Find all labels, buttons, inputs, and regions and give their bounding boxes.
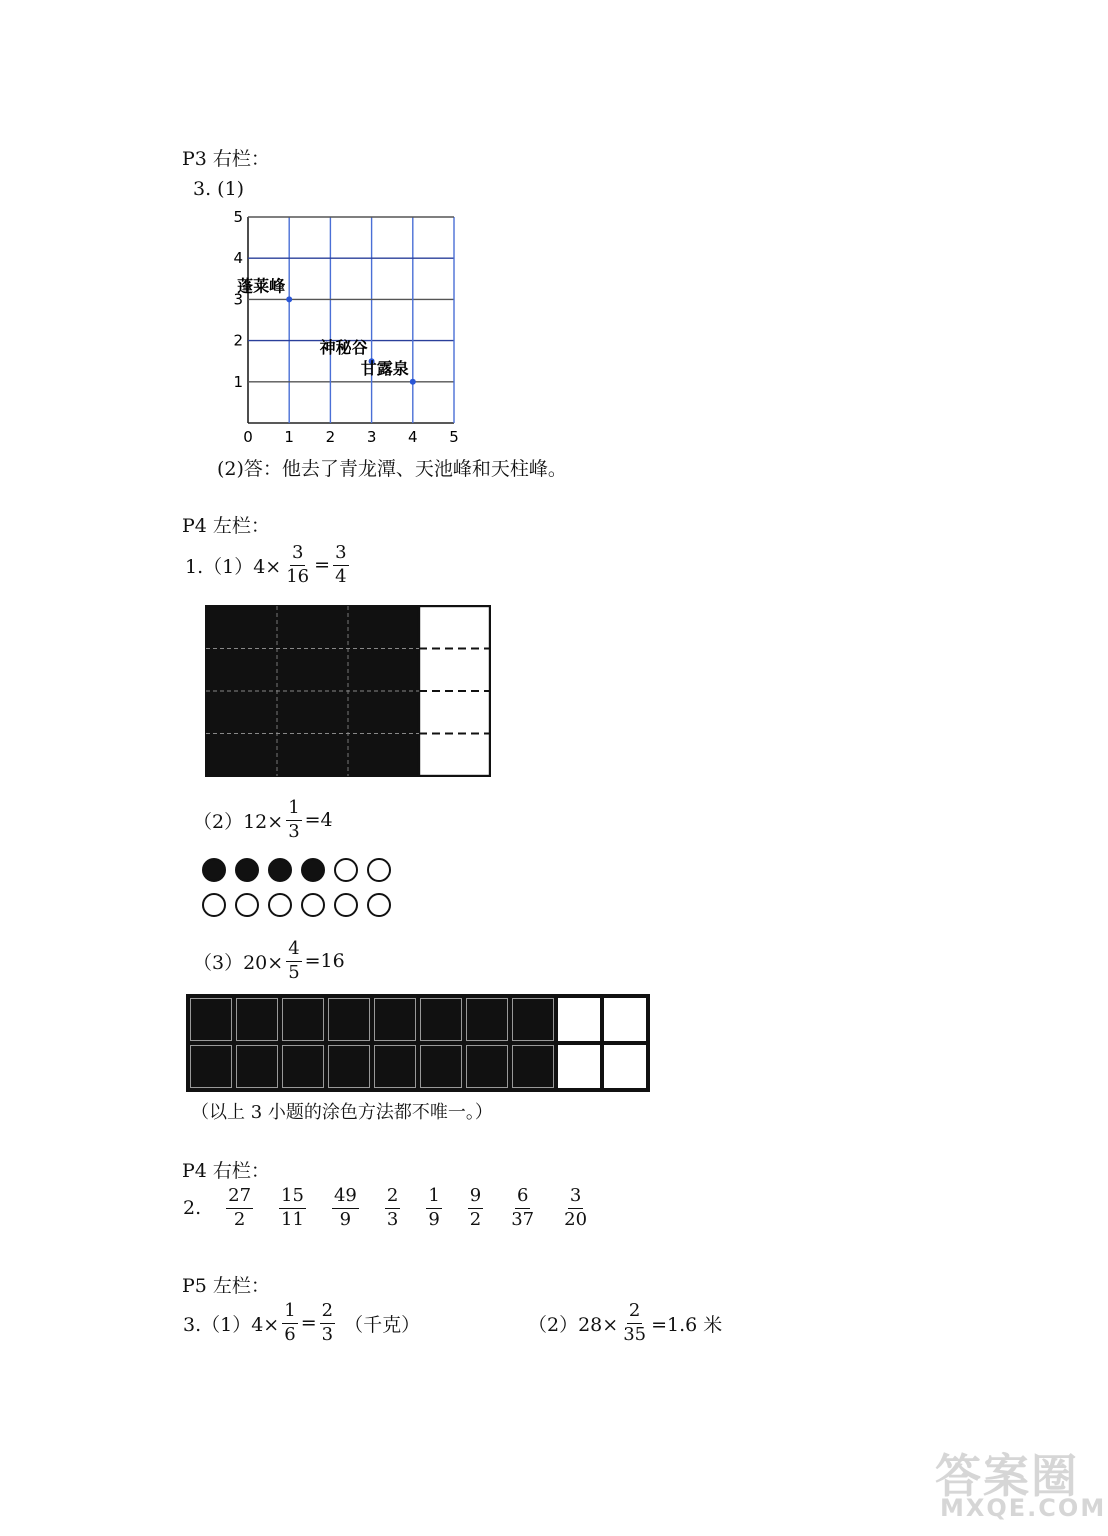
filled-cell [282,998,324,1041]
p5-q3b-prefix: （2）28× [528,1313,619,1336]
answer-fraction-denominator: 20 [564,1208,588,1230]
p4-q2-label: 2. [183,1197,202,1220]
axis-x-tick-label: 2 [325,428,336,445]
filled-cell [190,1045,232,1088]
p4-left-header: P4 左栏： [182,515,270,537]
axis-x-tick-label: 0 [243,428,253,445]
q2-numerator: 1 [286,799,301,821]
filled-cell [374,998,416,1041]
q1-shaded-rectangle [205,605,491,777]
answer-fraction-numerator: 49 [332,1187,359,1209]
filled-cell [236,998,278,1041]
empty-cell [558,998,600,1041]
axis-y-tick-label: 2 [233,331,243,350]
axis-x-tick-label: 3 [366,428,377,445]
p5-q3a-f1-denominator: 6 [284,1323,296,1345]
filled-circle [301,858,325,882]
p4-q2-equation [193,799,333,842]
filled-cell [420,1045,462,1088]
p5-q3b-denominator: 35 [623,1323,647,1345]
q2-circles [202,858,402,928]
coordinate-grid [228,205,468,445]
filled-cell [328,1045,370,1088]
grid-point-label: 神秘谷 [319,338,368,358]
p3-answer-2: (2)答：他去了青龙潭、天池峰和天柱峰。 [217,458,567,480]
grid-point [410,379,416,385]
answer-fraction-denominator: 2 [469,1208,482,1230]
filled-cell [374,1045,416,1088]
q1-prefix: 1.（1）4× [185,555,282,578]
filled-circle [235,858,259,882]
filled-cell [328,998,370,1041]
empty-cell [604,1045,646,1088]
q3-cell-grid [186,994,650,1092]
answer-fraction [426,1187,441,1230]
q3-prefix: （3）20× [193,951,284,974]
axis-x-tick-label: 4 [408,428,418,445]
filled-cell [512,998,554,1041]
p5-q3b-fraction [621,1302,648,1345]
axis-y-tick-label: 1 [233,372,243,391]
axis-x-tick-label: 5 [449,428,459,445]
answer-fraction [385,1187,400,1230]
p4-note: （以上 3 小题的涂色方法都不唯一。） [191,1102,493,1123]
axis-x-tick-label: 1 [284,428,294,445]
empty-circle [202,893,226,917]
p5-q3a-unit: （千克） [344,1313,421,1336]
grid-point-label: 蓬莱峰 [237,276,286,296]
q3-fraction [286,940,301,983]
answer-fraction-denominator: 11 [281,1208,304,1230]
p5-q3a-f2-numerator: 2 [320,1302,335,1324]
answer-fraction-numerator: 27 [226,1187,253,1209]
q1-f1-denominator: 16 [286,565,310,587]
empty-circle [367,893,391,917]
answer-fraction [562,1187,589,1230]
q2-prefix: （2）12× [193,810,284,833]
empty-circle [334,893,358,917]
q1-f2-numerator: 3 [333,544,348,566]
filled-circle [268,858,292,882]
q3-result: =16 [304,950,345,973]
answer-fraction [509,1187,536,1230]
watermark-logo: 答案圈 [935,1449,1079,1503]
answer-fraction-numerator: 6 [515,1187,530,1209]
filled-circle [202,858,226,882]
answer-fraction [279,1187,306,1230]
q3-numerator: 4 [286,940,301,962]
filled-cell [420,998,462,1041]
answer-fraction [468,1187,483,1230]
grid-point [286,296,292,302]
answer-fraction [226,1187,253,1230]
filled-cell [190,998,232,1041]
axis-y-tick-label: 5 [233,208,243,226]
empty-circle [268,893,292,917]
p5-q3a-fraction-2 [320,1302,335,1345]
p5-q3a-prefix: 3.（1）4× [183,1313,280,1336]
q1-shaded-rectangle-svg [205,605,491,777]
q3-part1-label: 3. (1) [193,178,245,200]
q1-fraction-2 [333,544,348,587]
p4-right-header: P4 右栏： [182,1160,270,1182]
p5-q3-part1 [183,1302,420,1345]
p4-q1-equation [185,544,352,587]
p5-left-header: P5 左栏： [182,1275,270,1297]
answer-fraction-numerator: 15 [279,1187,306,1209]
p5-q3a-f1-numerator: 1 [282,1302,297,1324]
q1-f2-denominator: 4 [335,565,347,587]
p5-q3a-equals: = [300,1312,317,1335]
empty-cell [558,1045,600,1088]
p5-q3b-result: =1.6 米 [651,1313,723,1336]
p4-q3-equation [193,940,345,983]
p5-q3a-f2-denominator: 3 [321,1323,334,1345]
filled-cell [512,1045,554,1088]
filled-cell [466,1045,508,1088]
filled-cell [282,1045,324,1088]
answer-fraction-denominator: 9 [339,1208,352,1230]
p5-q3b-numerator: 2 [627,1302,642,1324]
filled-cell [236,1045,278,1088]
q2-fraction [286,799,301,842]
p4-q2-fraction-row [183,1187,602,1230]
axis-y-tick-label: 3 [233,290,243,309]
empty-circle [334,858,358,882]
answer-fraction-numerator: 1 [426,1187,441,1209]
p3-right-header: P3 右栏： [182,148,270,170]
answer-fraction-numerator: 9 [468,1187,483,1209]
q1-f1-numerator: 3 [290,544,305,566]
answer-fraction-numerator: 2 [385,1187,400,1209]
q1-equals: = [314,554,331,577]
coordinate-grid-svg [228,205,468,445]
answer-fraction-denominator: 37 [511,1208,535,1230]
q1-fraction-1 [284,544,311,587]
answer-fraction-denominator: 2 [233,1208,246,1230]
q3-denominator: 5 [288,961,300,983]
p5-q3-part2 [528,1302,722,1345]
filled-cell [466,998,508,1041]
empty-cell [604,998,646,1041]
q2-denominator: 3 [288,820,300,842]
p5-q3a-fraction-1 [282,1302,297,1345]
answer-fraction-denominator: 3 [386,1208,399,1230]
grid-point-label: 甘露泉 [360,358,409,378]
answer-fraction-numerator: 3 [568,1187,583,1209]
empty-circle [301,893,325,917]
empty-circle [235,893,259,917]
watermark-url: MXQE.COM [940,1494,1107,1522]
empty-circle [367,858,391,882]
q2-result: =4 [304,809,333,832]
answer-fraction [332,1187,359,1230]
answer-fraction-denominator: 9 [428,1208,440,1230]
axis-y-tick-label: 4 [233,249,243,268]
